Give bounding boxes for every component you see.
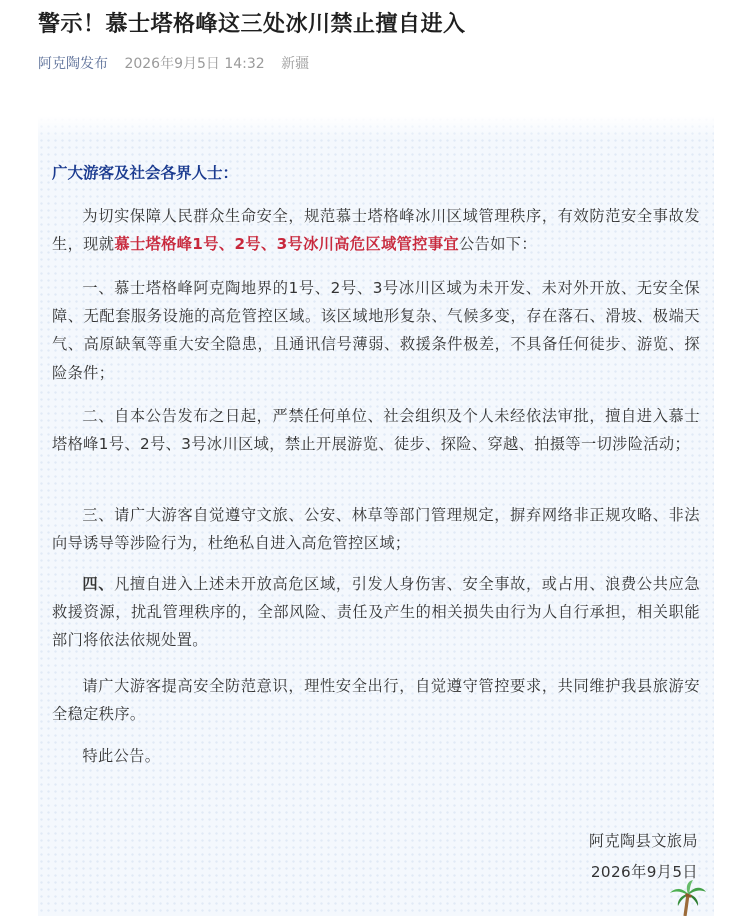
card-top-fade xyxy=(38,116,714,138)
notice-card xyxy=(38,116,714,916)
palm-tree-icon xyxy=(668,880,708,916)
publish-time: 2026年9月5日 14:32 xyxy=(124,56,265,72)
article-title: 警示！慕士塔格峰这三处冰川禁止擅自进入 xyxy=(38,12,466,37)
notice-item-2: 二、自本公告发布之日起，严禁任何单位、社会组织及个人未经依法审批，擅自进入慕士塔格峰1号、2号、3号冰川区域，禁止开展游览、徒步、探险、穿越、拍摄等一切涉险活动； xyxy=(52,407,700,454)
item-4-number: 四、 xyxy=(82,575,115,593)
issue-date: 2026年9月5日 xyxy=(590,863,698,881)
publish-location: 新疆 xyxy=(281,56,310,72)
notice-item-3: 三、请广大游客自觉遵守文旅、公安、林草等部门管理规定，摒弃网络非正规攻略、非法向导诱导等涉险行为，杜绝私自进入高危管控区域； xyxy=(52,506,700,553)
notice-closing: 特此公告。 xyxy=(82,747,161,765)
notice-item-4 xyxy=(52,570,700,655)
intro-highlight: 慕士塔格峰1号、2号、3号冰川高危区域管控事宜 xyxy=(114,235,460,254)
notice-appeal: 请广大游客提高安全防范意识，理性安全出行，自觉遵守管控要求，共同维护我县旅游安全稳定秩序。 xyxy=(52,677,700,724)
intro-text: 为切实保障人民群众生命安全，规范慕士塔格峰冰川区域管理秩序，有效防范安全事故发生，现就 xyxy=(52,207,700,254)
account-name-link[interactable]: 阿克陶发布 xyxy=(38,56,108,72)
notice-intro xyxy=(52,202,700,258)
issuer-name: 阿克陶县文旅局 xyxy=(588,832,698,850)
notice-salutation: 广大游客及社会各界人士： xyxy=(52,164,239,182)
article-meta xyxy=(38,54,309,74)
notice-item-1: 一、慕士塔格峰阿克陶地界的1号、2号、3号冰川区域为未开发、未对外开放、无安全保障、无配套服务设施的高危管控区域。该区域地形复杂、气候多变，存在落石、滑坡、极端天气、高原缺氧等重大安全隐患，且通讯信号薄弱、救援条件极差，不具备任何徒步、游览、探险条件； xyxy=(52,279,700,382)
item-4-text: 凡擅自进入上述未开放高危区域，引发人身伤害、安全事故，或占用、浪费公共应急救援资源，扰乱管理秩序的，全部风险、责任及产生的相关损失由行为人自行承担，相关职能部门将依法依规处置。 xyxy=(52,575,700,650)
intro-text-end: 公告如下： xyxy=(459,235,537,254)
